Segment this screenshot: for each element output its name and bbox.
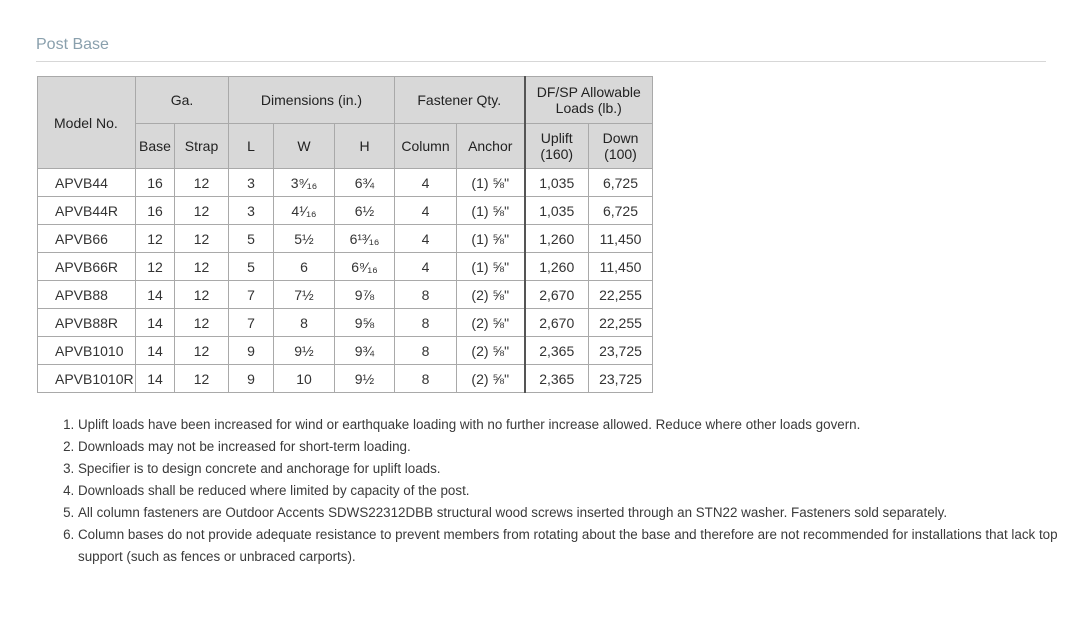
section-divider (36, 61, 1046, 62)
header-uplift: Uplift (160) (525, 124, 589, 169)
cell-model: APVB66R (38, 253, 136, 281)
footnote-item: 1. Uplift loads have been increased for wind or earthquake loading with no further increase allowed. Reduce where other loads govern. (78, 414, 1074, 436)
cell-strap-gauge: 12 (175, 309, 229, 337)
cell-l: 7 (229, 281, 274, 309)
cell-l: 5 (229, 225, 274, 253)
cell-h: 9¾ (335, 337, 395, 365)
cell-w: 5½ (274, 225, 335, 253)
cell-h: 6⁹⁄₁₆ (335, 253, 395, 281)
table-row (38, 365, 653, 393)
footnote-item: 6. Column bases do not provide adequate resistance to prevent members from rotating about the base and therefore are not recommended for installations that lack top support (such as fences or unbraced carports). (78, 524, 1074, 568)
header-anchor: Anchor (457, 124, 525, 169)
cell-column-qty: 8 (395, 365, 457, 393)
cell-base-gauge: 12 (136, 225, 175, 253)
cell-column-qty: 8 (395, 337, 457, 365)
cell-column-qty: 4 (395, 225, 457, 253)
cell-l: 7 (229, 309, 274, 337)
cell-down: 6,725 (589, 169, 653, 197)
cell-uplift: 2,670 (525, 309, 589, 337)
table-body (38, 169, 653, 393)
cell-w: 7½ (274, 281, 335, 309)
cell-anchor-qty: (2) ⅝" (457, 337, 525, 365)
cell-uplift: 1,260 (525, 253, 589, 281)
cell-column-qty: 8 (395, 309, 457, 337)
cell-anchor-qty: (1) ⅝" (457, 197, 525, 225)
table-row (38, 253, 653, 281)
cell-column-qty: 4 (395, 197, 457, 225)
cell-anchor-qty: (1) ⅝" (457, 253, 525, 281)
cell-anchor-qty: (2) ⅝" (457, 365, 525, 393)
cell-uplift: 2,670 (525, 281, 589, 309)
cell-model: APVB66 (38, 225, 136, 253)
cell-column-qty: 4 (395, 253, 457, 281)
cell-down: 22,255 (589, 309, 653, 337)
cell-h: 9½ (335, 365, 395, 393)
cell-w: 6 (274, 253, 335, 281)
header-h: H (335, 124, 395, 169)
post-base-table (37, 76, 653, 393)
cell-base-gauge: 12 (136, 253, 175, 281)
table-row (38, 225, 653, 253)
cell-strap-gauge: 12 (175, 225, 229, 253)
cell-w: 4¹⁄₁₆ (274, 197, 335, 225)
cell-base-gauge: 14 (136, 309, 175, 337)
footnote-item: 5. All column fasteners are Outdoor Accents SDWS22312DBB structural wood screws inserted through an STN22 washer. Fasteners sold separately. (78, 502, 1074, 524)
cell-strap-gauge: 12 (175, 337, 229, 365)
header-dimensions: Dimensions (in.) (229, 77, 395, 124)
cell-uplift: 1,035 (525, 169, 589, 197)
cell-strap-gauge: 12 (175, 253, 229, 281)
cell-anchor-qty: (1) ⅝" (457, 225, 525, 253)
header-l: L (229, 124, 274, 169)
cell-base-gauge: 14 (136, 365, 175, 393)
cell-w: 9½ (274, 337, 335, 365)
cell-base-gauge: 14 (136, 337, 175, 365)
cell-l: 9 (229, 365, 274, 393)
cell-down: 23,725 (589, 365, 653, 393)
footnote-item: 3. Specifier is to design concrete and anchorage for uplift loads. (78, 458, 1074, 480)
header-model-no: Model No. (38, 77, 136, 169)
header-down: Down (100) (589, 124, 653, 169)
table-row (38, 281, 653, 309)
cell-anchor-qty: (2) ⅝" (457, 281, 525, 309)
section-title: Post Base (36, 36, 109, 53)
header-base: Base (136, 124, 175, 169)
cell-model: APVB1010R (38, 365, 136, 393)
cell-l: 3 (229, 169, 274, 197)
cell-uplift: 2,365 (525, 365, 589, 393)
header-strap: Strap (175, 124, 229, 169)
cell-anchor-qty: (1) ⅝" (457, 169, 525, 197)
cell-model: APVB1010 (38, 337, 136, 365)
footnote-item: 4. Downloads shall be reduced where limited by capacity of the post. (78, 480, 1074, 502)
header-allowable-loads: DF/SP Allowable Loads (lb.) (525, 77, 653, 124)
header-column: Column (395, 124, 457, 169)
cell-strap-gauge: 12 (175, 197, 229, 225)
header-gauge: Ga. (136, 77, 229, 124)
cell-base-gauge: 16 (136, 197, 175, 225)
cell-down: 11,450 (589, 225, 653, 253)
cell-base-gauge: 14 (136, 281, 175, 309)
cell-down: 22,255 (589, 281, 653, 309)
cell-column-qty: 4 (395, 169, 457, 197)
cell-uplift: 2,365 (525, 337, 589, 365)
cell-strap-gauge: 12 (175, 365, 229, 393)
cell-model: APVB88R (38, 309, 136, 337)
cell-l: 5 (229, 253, 274, 281)
footnote-item: 2. Downloads may not be increased for short-term loading. (78, 436, 1074, 458)
cell-w: 8 (274, 309, 335, 337)
cell-strap-gauge: 12 (175, 169, 229, 197)
cell-down: 6,725 (589, 197, 653, 225)
header-fastener-qty: Fastener Qty. (395, 77, 525, 124)
cell-column-qty: 8 (395, 281, 457, 309)
cell-uplift: 1,035 (525, 197, 589, 225)
cell-model: APVB44R (38, 197, 136, 225)
table-row (38, 337, 653, 365)
cell-h: 9⅝ (335, 309, 395, 337)
cell-strap-gauge: 12 (175, 281, 229, 309)
cell-h: 6¹³⁄₁₆ (335, 225, 395, 253)
header-w: W (274, 124, 335, 169)
table-row (38, 197, 653, 225)
cell-h: 6¾ (335, 169, 395, 197)
cell-l: 9 (229, 337, 274, 365)
cell-model: APVB44 (38, 169, 136, 197)
table-row (38, 309, 653, 337)
cell-model: APVB88 (38, 281, 136, 309)
cell-h: 9⅞ (335, 281, 395, 309)
cell-down: 11,450 (589, 253, 653, 281)
cell-l: 3 (229, 197, 274, 225)
table-row (38, 169, 653, 197)
cell-w: 10 (274, 365, 335, 393)
cell-anchor-qty: (2) ⅝" (457, 309, 525, 337)
cell-uplift: 1,260 (525, 225, 589, 253)
cell-h: 6½ (335, 197, 395, 225)
cell-base-gauge: 16 (136, 169, 175, 197)
cell-down: 23,725 (589, 337, 653, 365)
cell-w: 3⁹⁄₁₆ (274, 169, 335, 197)
footnotes-list (40, 414, 1074, 568)
